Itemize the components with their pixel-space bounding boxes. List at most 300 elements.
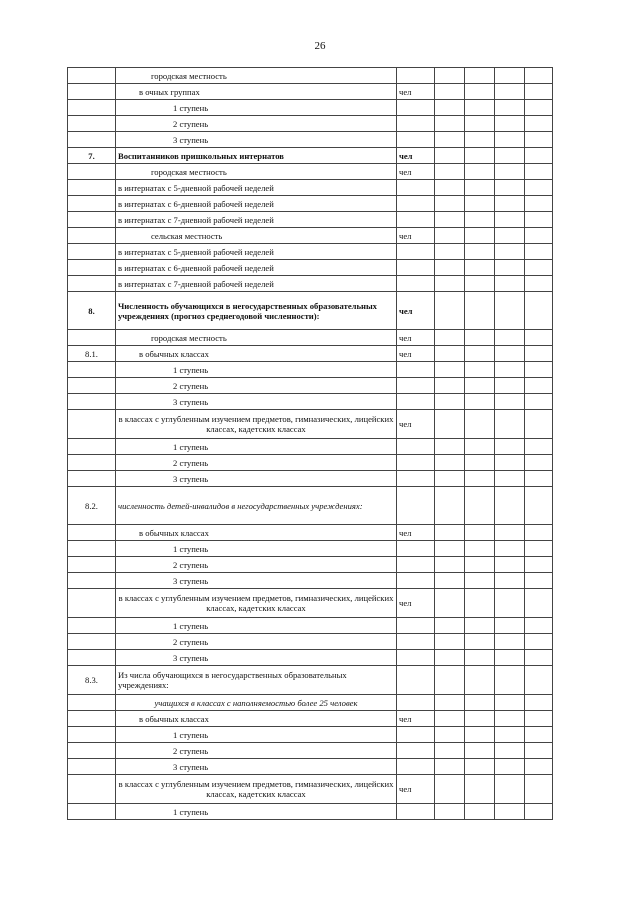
value-cell <box>465 759 495 775</box>
value-cell <box>465 775 495 804</box>
value-cell <box>495 196 525 212</box>
row-number <box>68 116 116 132</box>
value-cell <box>495 378 525 394</box>
value-cell <box>525 212 553 228</box>
value-cell <box>435 727 465 743</box>
row-unit <box>397 276 435 292</box>
row-unit <box>397 695 435 711</box>
row-number <box>68 650 116 666</box>
value-cell <box>465 260 495 276</box>
row-unit: чел <box>397 410 435 439</box>
value-cell <box>525 276 553 292</box>
table-row <box>68 148 553 164</box>
row-label: 3 ступень <box>116 650 397 666</box>
value-cell <box>465 148 495 164</box>
row-label: в интернатах с 6-дневной рабочей неделей <box>116 196 397 212</box>
row-label: 2 ступень <box>116 634 397 650</box>
table-row <box>68 116 553 132</box>
table-row <box>68 84 553 100</box>
value-cell <box>495 330 525 346</box>
value-cell <box>435 330 465 346</box>
row-unit <box>397 634 435 650</box>
row-number <box>68 378 116 394</box>
value-cell <box>435 148 465 164</box>
value-cell <box>495 346 525 362</box>
value-cell <box>465 634 495 650</box>
table-row <box>68 650 553 666</box>
value-cell <box>525 362 553 378</box>
value-cell <box>465 410 495 439</box>
value-cell <box>495 260 525 276</box>
value-cell <box>465 525 495 541</box>
value-cell <box>525 100 553 116</box>
value-cell <box>525 557 553 573</box>
row-unit: чел <box>397 292 435 330</box>
value-cell <box>525 695 553 711</box>
value-cell <box>435 634 465 650</box>
table-row <box>68 292 553 330</box>
value-cell <box>435 804 465 820</box>
table-row <box>68 394 553 410</box>
value-cell <box>495 276 525 292</box>
table-row <box>68 439 553 455</box>
value-cell <box>435 541 465 557</box>
table-row <box>68 711 553 727</box>
row-label: 2 ступень <box>116 378 397 394</box>
row-unit: чел <box>397 525 435 541</box>
value-cell <box>495 634 525 650</box>
row-label: 2 ступень <box>116 116 397 132</box>
value-cell <box>435 68 465 84</box>
value-cell <box>525 330 553 346</box>
row-unit <box>397 439 435 455</box>
value-cell <box>495 775 525 804</box>
value-cell <box>465 650 495 666</box>
value-cell <box>465 557 495 573</box>
value-cell <box>465 695 495 711</box>
row-number <box>68 164 116 180</box>
value-cell <box>465 666 495 695</box>
value-cell <box>525 573 553 589</box>
row-number: 8.1. <box>68 346 116 362</box>
value-cell <box>435 759 465 775</box>
value-cell <box>465 439 495 455</box>
value-cell <box>495 471 525 487</box>
value-cell <box>525 589 553 618</box>
value-cell <box>525 650 553 666</box>
value-cell <box>435 775 465 804</box>
value-cell <box>465 276 495 292</box>
row-label: в обычных классах <box>116 525 397 541</box>
row-unit: чел <box>397 228 435 244</box>
row-unit <box>397 244 435 260</box>
row-label: в интернатах с 6-дневной рабочей неделей <box>116 260 397 276</box>
table-row <box>68 330 553 346</box>
value-cell <box>435 180 465 196</box>
row-number <box>68 589 116 618</box>
row-unit: чел <box>397 330 435 346</box>
value-cell <box>435 84 465 100</box>
value-cell <box>435 132 465 148</box>
value-cell <box>495 727 525 743</box>
table-row <box>68 455 553 471</box>
value-cell <box>435 100 465 116</box>
value-cell <box>435 695 465 711</box>
row-number: 7. <box>68 148 116 164</box>
value-cell <box>435 471 465 487</box>
value-cell <box>435 618 465 634</box>
row-unit <box>397 471 435 487</box>
row-number: 8.2. <box>68 487 116 525</box>
value-cell <box>525 487 553 525</box>
value-cell <box>435 711 465 727</box>
row-label: в интернатах с 7-дневной рабочей неделей <box>116 212 397 228</box>
row-label: Воспитанников пришкольных интернатов <box>116 148 397 164</box>
row-number <box>68 804 116 820</box>
value-cell <box>435 525 465 541</box>
value-cell <box>495 68 525 84</box>
row-label: сельская местность <box>116 228 397 244</box>
value-cell <box>525 541 553 557</box>
value-cell <box>495 804 525 820</box>
value-cell <box>495 116 525 132</box>
value-cell <box>495 100 525 116</box>
value-cell <box>525 164 553 180</box>
value-cell <box>435 487 465 525</box>
value-cell <box>465 362 495 378</box>
row-label: Из числа обучающихся в негосударственных образовательных учреждениях: <box>116 666 397 695</box>
value-cell <box>435 292 465 330</box>
table-row <box>68 634 553 650</box>
table-row <box>68 244 553 260</box>
value-cell <box>495 455 525 471</box>
table-row <box>68 164 553 180</box>
row-label: 2 ступень <box>116 557 397 573</box>
value-cell <box>435 394 465 410</box>
value-cell <box>435 116 465 132</box>
value-cell <box>465 455 495 471</box>
row-unit <box>397 212 435 228</box>
table-row <box>68 666 553 695</box>
row-label: в интернатах с 7-дневной рабочей неделей <box>116 276 397 292</box>
row-label: 3 ступень <box>116 132 397 148</box>
value-cell <box>525 634 553 650</box>
value-cell <box>495 743 525 759</box>
value-cell <box>525 84 553 100</box>
table-row <box>68 804 553 820</box>
value-cell <box>525 260 553 276</box>
value-cell <box>495 573 525 589</box>
value-cell <box>465 618 495 634</box>
row-label: в очных группах <box>116 84 397 100</box>
row-unit: чел <box>397 84 435 100</box>
table-row <box>68 695 553 711</box>
value-cell <box>525 196 553 212</box>
row-unit: чел <box>397 711 435 727</box>
table-body <box>68 68 553 820</box>
row-unit <box>397 196 435 212</box>
value-cell <box>465 196 495 212</box>
row-number <box>68 212 116 228</box>
row-number <box>68 743 116 759</box>
value-cell <box>495 525 525 541</box>
row-label: городская местность <box>116 68 397 84</box>
row-label: в классах с углубленным изучением предметов, гимназических, лицейских классах, кадетских классах <box>116 589 397 618</box>
value-cell <box>495 650 525 666</box>
table-row <box>68 260 553 276</box>
value-cell <box>495 618 525 634</box>
value-cell <box>435 378 465 394</box>
value-cell <box>435 196 465 212</box>
row-label: 3 ступень <box>116 471 397 487</box>
value-cell <box>435 228 465 244</box>
value-cell <box>525 244 553 260</box>
data-table <box>67 67 553 820</box>
row-number <box>68 775 116 804</box>
value-cell <box>525 228 553 244</box>
row-label: 1 ступень <box>116 362 397 378</box>
value-cell <box>495 148 525 164</box>
table-row <box>68 618 553 634</box>
row-label: 1 ступень <box>116 541 397 557</box>
row-label: 2 ступень <box>116 743 397 759</box>
table-row <box>68 346 553 362</box>
value-cell <box>495 439 525 455</box>
table-row <box>68 410 553 439</box>
row-number <box>68 471 116 487</box>
value-cell <box>525 346 553 362</box>
row-label: в обычных классах <box>116 711 397 727</box>
row-number <box>68 439 116 455</box>
value-cell <box>435 260 465 276</box>
row-number <box>68 180 116 196</box>
row-unit: чел <box>397 164 435 180</box>
row-unit <box>397 378 435 394</box>
value-cell <box>525 378 553 394</box>
row-number: 8. <box>68 292 116 330</box>
value-cell <box>525 439 553 455</box>
value-cell <box>465 727 495 743</box>
row-label: 3 ступень <box>116 573 397 589</box>
table-row <box>68 196 553 212</box>
value-cell <box>525 455 553 471</box>
row-label: в обычных классах <box>116 346 397 362</box>
value-cell <box>495 557 525 573</box>
value-cell <box>525 804 553 820</box>
table-row <box>68 212 553 228</box>
row-unit <box>397 132 435 148</box>
value-cell <box>495 394 525 410</box>
value-cell <box>435 346 465 362</box>
value-cell <box>435 276 465 292</box>
row-label: в классах с углубленным изучением предметов, гимназических, лицейских классах, кадетских классах <box>116 410 397 439</box>
row-number <box>68 362 116 378</box>
row-number <box>68 100 116 116</box>
value-cell <box>465 487 495 525</box>
value-cell <box>435 164 465 180</box>
table-row <box>68 727 553 743</box>
table-row <box>68 68 553 84</box>
value-cell <box>465 180 495 196</box>
row-label: в интернатах с 5-дневной рабочей неделей <box>116 244 397 260</box>
row-number <box>68 260 116 276</box>
value-cell <box>435 244 465 260</box>
value-cell <box>525 618 553 634</box>
row-unit <box>397 743 435 759</box>
row-label: в классах с углубленным изучением предметов, гимназических, лицейских классах, кадетских классах <box>116 775 397 804</box>
value-cell <box>465 589 495 618</box>
value-cell <box>465 212 495 228</box>
row-number <box>68 68 116 84</box>
value-cell <box>525 148 553 164</box>
value-cell <box>465 471 495 487</box>
value-cell <box>495 180 525 196</box>
value-cell <box>465 743 495 759</box>
table-row <box>68 362 553 378</box>
row-number <box>68 244 116 260</box>
table-row <box>68 525 553 541</box>
row-number <box>68 634 116 650</box>
row-unit: чел <box>397 148 435 164</box>
row-label: 3 ступень <box>116 759 397 775</box>
value-cell <box>465 378 495 394</box>
row-label: в интернатах с 5-дневной рабочей неделей <box>116 180 397 196</box>
value-cell <box>525 394 553 410</box>
table-row <box>68 132 553 148</box>
table-row <box>68 471 553 487</box>
value-cell <box>435 362 465 378</box>
table-row <box>68 180 553 196</box>
value-cell <box>525 116 553 132</box>
row-unit <box>397 650 435 666</box>
value-cell <box>525 727 553 743</box>
row-number <box>68 410 116 439</box>
row-label: 1 ступень <box>116 618 397 634</box>
row-unit <box>397 260 435 276</box>
value-cell <box>465 330 495 346</box>
value-cell <box>435 589 465 618</box>
value-cell <box>465 573 495 589</box>
value-cell <box>495 410 525 439</box>
value-cell <box>495 711 525 727</box>
value-cell <box>495 132 525 148</box>
row-unit <box>397 618 435 634</box>
value-cell <box>525 759 553 775</box>
table-row <box>68 276 553 292</box>
value-cell <box>495 84 525 100</box>
row-label: городская местность <box>116 164 397 180</box>
row-unit <box>397 455 435 471</box>
value-cell <box>435 439 465 455</box>
row-unit <box>397 666 435 695</box>
value-cell <box>465 228 495 244</box>
value-cell <box>525 711 553 727</box>
value-cell <box>495 695 525 711</box>
value-cell <box>495 487 525 525</box>
value-cell <box>495 666 525 695</box>
row-unit <box>397 541 435 557</box>
value-cell <box>525 292 553 330</box>
value-cell <box>495 228 525 244</box>
value-cell <box>435 212 465 228</box>
row-number <box>68 525 116 541</box>
row-number <box>68 695 116 711</box>
value-cell <box>525 743 553 759</box>
row-label: 1 ступень <box>116 727 397 743</box>
value-cell <box>465 804 495 820</box>
table-row <box>68 759 553 775</box>
row-unit <box>397 573 435 589</box>
value-cell <box>525 525 553 541</box>
value-cell <box>525 471 553 487</box>
value-cell <box>435 743 465 759</box>
value-cell <box>465 84 495 100</box>
value-cell <box>465 132 495 148</box>
row-number <box>68 394 116 410</box>
row-unit: чел <box>397 589 435 618</box>
row-unit: чел <box>397 346 435 362</box>
row-unit <box>397 487 435 525</box>
value-cell <box>495 541 525 557</box>
value-cell <box>435 557 465 573</box>
row-number: 8.3. <box>68 666 116 695</box>
row-unit <box>397 68 435 84</box>
row-label: 2 ступень <box>116 455 397 471</box>
value-cell <box>525 410 553 439</box>
table-row <box>68 743 553 759</box>
row-number <box>68 541 116 557</box>
value-cell <box>465 164 495 180</box>
row-number <box>68 455 116 471</box>
row-number <box>68 330 116 346</box>
value-cell <box>465 116 495 132</box>
table-row <box>68 228 553 244</box>
row-unit <box>397 727 435 743</box>
value-cell <box>465 100 495 116</box>
row-number <box>68 132 116 148</box>
value-cell <box>495 244 525 260</box>
value-cell <box>465 292 495 330</box>
value-cell <box>465 68 495 84</box>
row-number <box>68 759 116 775</box>
page-number: 26 <box>314 40 326 52</box>
value-cell <box>495 759 525 775</box>
value-cell <box>495 362 525 378</box>
value-cell <box>465 711 495 727</box>
value-cell <box>465 394 495 410</box>
row-number <box>68 727 116 743</box>
value-cell <box>495 292 525 330</box>
value-cell <box>435 666 465 695</box>
value-cell <box>465 244 495 260</box>
row-unit <box>397 100 435 116</box>
row-unit <box>397 116 435 132</box>
row-unit <box>397 362 435 378</box>
table-row <box>68 589 553 618</box>
row-label: 1 ступень <box>116 100 397 116</box>
row-label: Численность обучающихся в негосударственных образовательных учреждениях (прогноз среднегодовой численности): <box>116 292 397 330</box>
value-cell <box>465 541 495 557</box>
value-cell <box>435 573 465 589</box>
row-number <box>68 711 116 727</box>
row-unit <box>397 394 435 410</box>
table-row <box>68 573 553 589</box>
row-unit <box>397 180 435 196</box>
row-label: 3 ступень <box>116 394 397 410</box>
row-number <box>68 196 116 212</box>
value-cell <box>525 775 553 804</box>
row-unit <box>397 804 435 820</box>
